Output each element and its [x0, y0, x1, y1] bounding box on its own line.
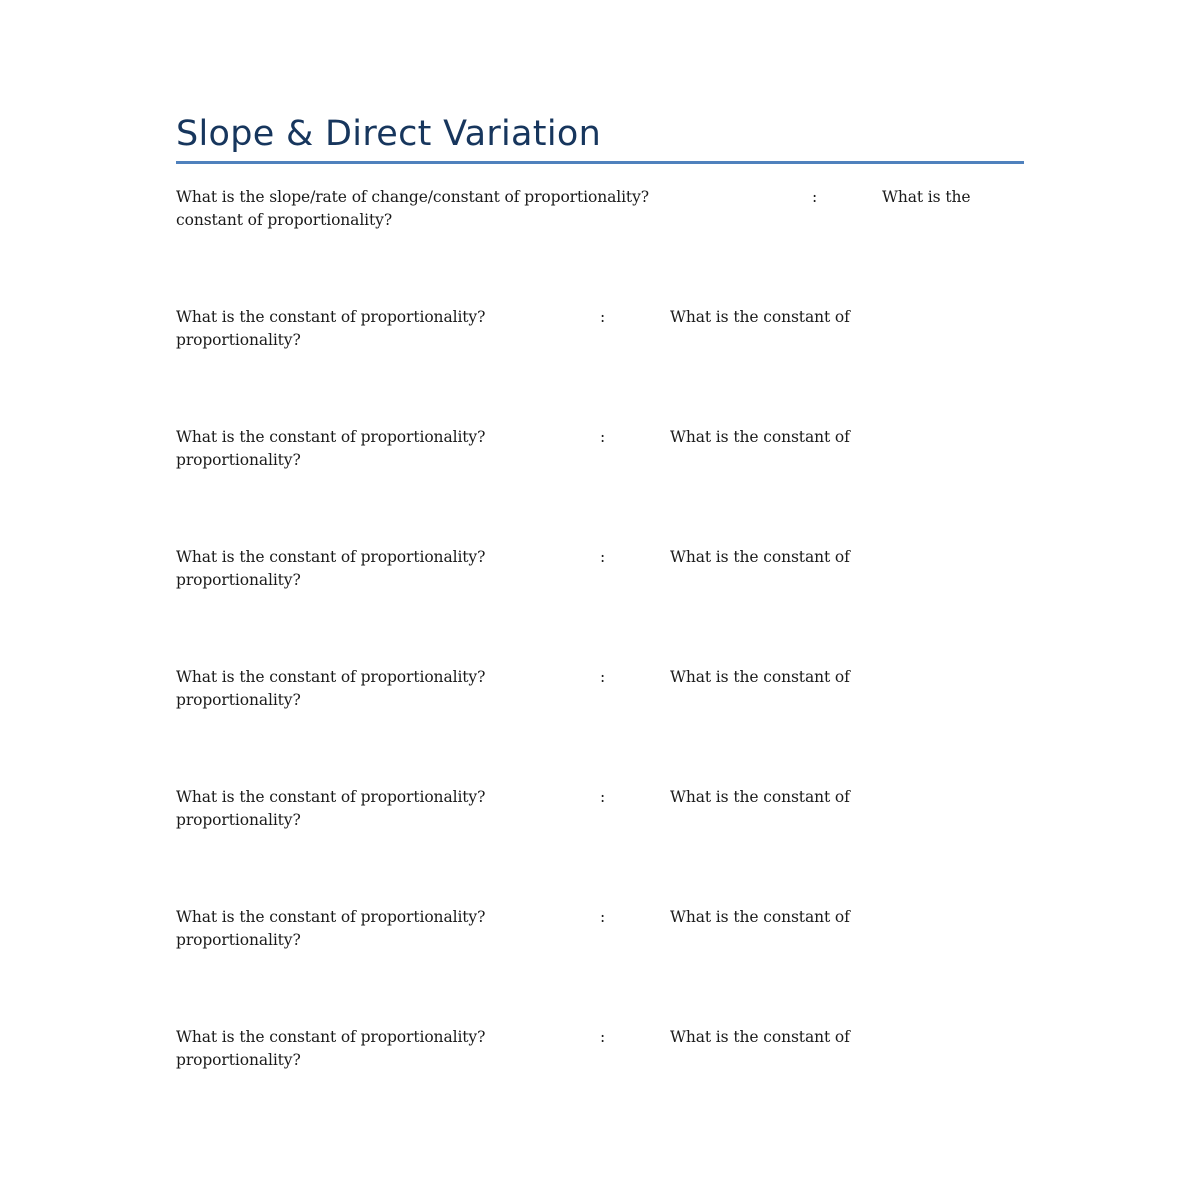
- question-left: What is the constant of proportionality?: [176, 1028, 486, 1046]
- question-right: What is the constant of: [670, 668, 850, 686]
- question-continuation: proportionality?: [176, 571, 301, 589]
- question-continuation: constant of proportionality?: [176, 211, 393, 229]
- question-right: What is the constant of: [670, 308, 850, 326]
- question-continuation: proportionality?: [176, 811, 301, 829]
- question-block-5: [176, 666, 850, 712]
- question-continuation: proportionality?: [176, 1051, 301, 1069]
- question-continuation: proportionality?: [176, 451, 301, 469]
- question-right: What is the constant of: [670, 908, 850, 926]
- question-block-7: [176, 906, 850, 952]
- question-separator: :: [600, 428, 606, 446]
- question-separator: :: [600, 668, 606, 686]
- question-block-4: [176, 546, 850, 592]
- question-left: What is the constant of proportionality?: [176, 908, 486, 926]
- question-block-2: [176, 306, 850, 352]
- question-left: What is the constant of proportionality?: [176, 788, 486, 806]
- question-block-1: [176, 186, 971, 232]
- question-continuation: proportionality?: [176, 691, 301, 709]
- question-separator: :: [600, 308, 606, 326]
- question-block-8: [176, 1026, 850, 1072]
- question-continuation: proportionality?: [176, 331, 301, 349]
- question-left: What is the constant of proportionality?: [176, 548, 486, 566]
- question-block-6: [176, 786, 850, 832]
- question-separator: :: [600, 548, 606, 566]
- question-continuation: proportionality?: [176, 931, 301, 949]
- question-right: What is the constant of: [670, 548, 850, 566]
- question-right: What is the constant of: [670, 428, 850, 446]
- question-left: What is the slope/rate of change/constant of proportionality?: [176, 188, 649, 206]
- question-left: What is the constant of proportionality?: [176, 428, 486, 446]
- question-separator: :: [600, 1028, 606, 1046]
- title-underline-divider: [176, 161, 1024, 164]
- question-separator: :: [600, 908, 606, 926]
- question-right: What is the constant of: [670, 788, 850, 806]
- question-separator: :: [812, 188, 818, 206]
- question-left: What is the constant of proportionality?: [176, 308, 486, 326]
- page-title: Slope & Direct Variation: [176, 114, 602, 154]
- question-left: What is the constant of proportionality?: [176, 668, 486, 686]
- question-separator: :: [600, 788, 606, 806]
- question-right: What is the constant of: [670, 1028, 850, 1046]
- question-block-3: [176, 426, 850, 472]
- question-right: What is the: [882, 188, 971, 206]
